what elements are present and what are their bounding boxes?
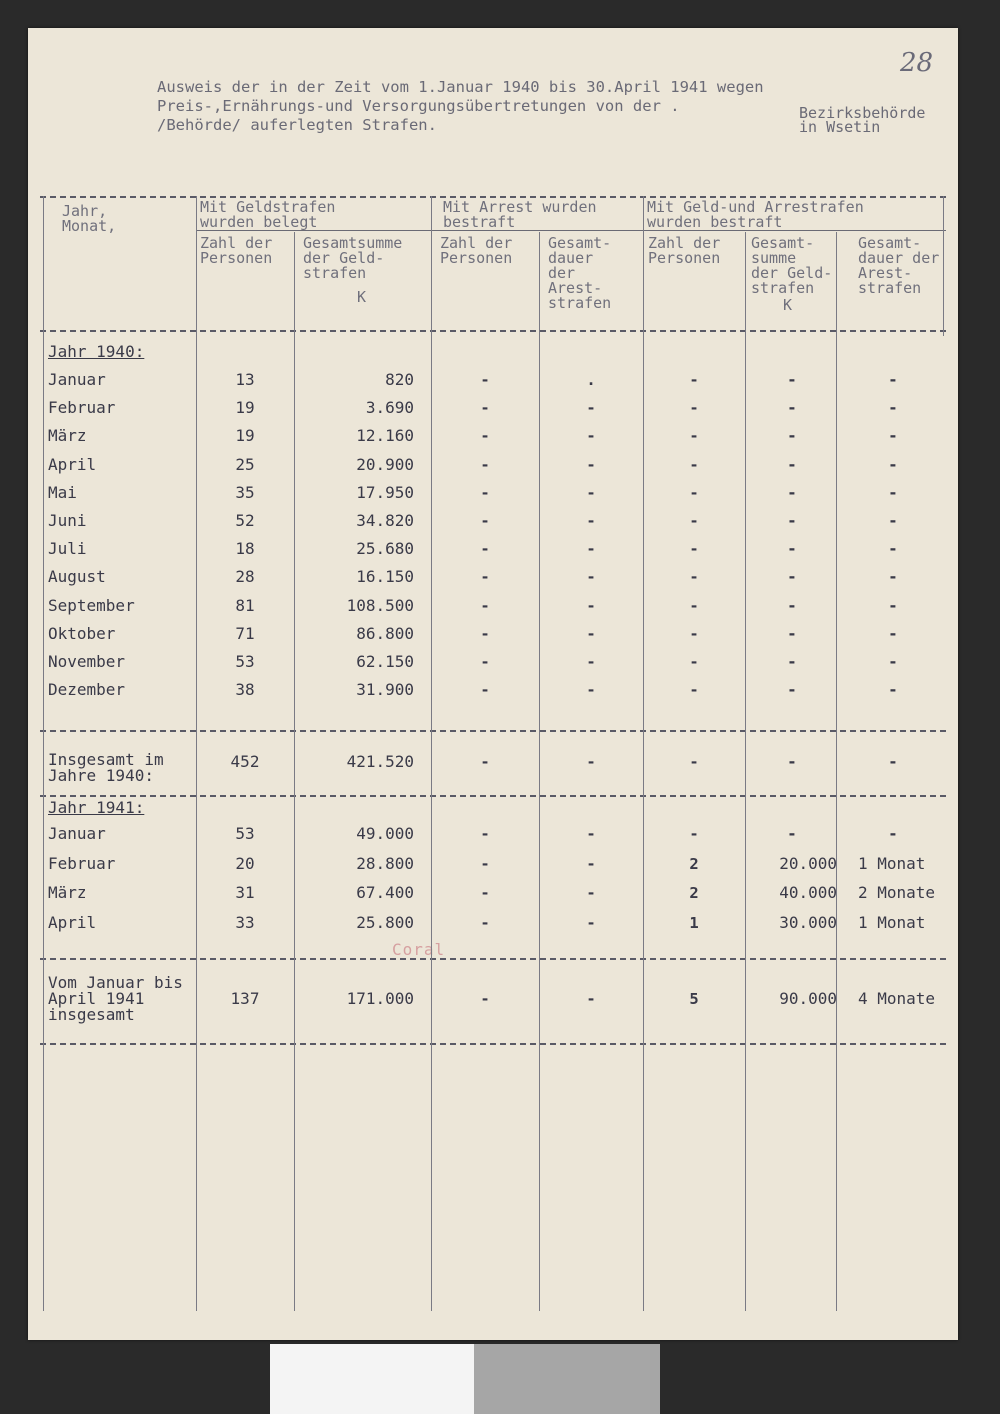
row-1941-2-c5: 2 [689,884,699,902]
row-1940-6-c5: - [689,540,699,559]
row-1941-0-c7: - [888,824,898,843]
total-1940-c6: - [787,752,797,771]
row-1940-5-month: Juni [48,511,87,530]
row-1940-2-c1: 19 [235,426,255,446]
row-1941-0-c1: 53 [235,824,255,843]
header-c7: Gesamt- dauer der Arest- strafen [858,234,940,297]
header-c3: Zahl der Personen [440,234,513,267]
header-c2-unit: K [357,288,367,306]
row-1940-10-c2: 62.150 [356,652,414,671]
row-1941-3-c6: 30.000 [779,912,837,932]
header-c5: Zahl der Personen [648,234,721,267]
row-1940-7-c4: - [586,568,596,587]
row-1940-0-month: Januar [48,370,106,389]
row-1941-1-c7: 1 Monat [858,853,926,873]
row-1940-10-c1: 53 [235,652,255,671]
rule-bottom [40,1043,946,1045]
col-border-2 [294,232,295,1311]
row-1940-1-c7: - [888,398,898,418]
row-1940-0-c4: . [586,371,596,389]
faint-stamp: Coral [392,940,446,959]
total-1941-c4: - [586,990,596,1008]
row-1940-5-c4: - [586,512,596,530]
row-1940-9-month: Oktober [48,623,116,643]
row-1941-1-month: Februar [48,853,116,873]
row-1940-2-c4: - [586,427,596,446]
row-1940-2-c5: - [689,427,699,446]
row-1940-3-c5: - [689,455,699,474]
row-1940-8-c6: - [787,595,797,615]
row-1941-2-c7: 2 Monate [858,883,936,902]
row-1940-4-c3: - [480,483,490,502]
row-1940-5-c5: - [689,512,699,530]
row-1940-11-c1: 38 [235,680,255,700]
row-1940-0-c5: - [689,371,699,389]
row-1940-7-c7: - [888,567,898,587]
row-1940-4-c4: - [586,483,596,502]
row-1940-6-c3: - [480,540,490,559]
header-group-both: Mit Geld-und Arrestrafen wurden bestraft [647,198,864,231]
row-1940-3-c6: - [787,454,797,474]
row-1940-10-c7: - [888,652,898,671]
row-1940-11-c4: - [586,681,596,700]
row-1940-11-c5: - [689,681,699,700]
total-1941-label: Vom Januar bis April 1941 insgesamt [48,973,183,1024]
scan-margin-white [270,1344,474,1414]
row-1941-1-c6: 20.000 [779,853,837,873]
row-1940-9-c6: - [787,623,797,643]
rule-total-1940 [40,795,946,797]
header-c6: Gesamt- summe der Geld- strafen [751,234,833,297]
row-1940-7-month: August [48,567,106,587]
row-1940-6-month: Juli [48,539,87,559]
row-1941-2-c4: - [586,884,596,902]
row-1940-0-c3: - [480,371,490,389]
row-1940-1-c1: 19 [235,398,255,418]
total-1941-c1: 137 [230,989,260,1008]
row-1941-1-c1: 20 [235,853,255,873]
row-1940-4-c1: 35 [235,482,255,502]
col-border-1 [196,196,197,1311]
section-1940: Jahr 1940: [48,342,145,361]
row-1940-10-c3: - [480,653,490,671]
row-1941-2-c2: 67.400 [356,883,414,902]
total-1940-c5: - [689,753,699,771]
row-1941-3-c1: 33 [235,912,255,932]
row-1940-3-month: April [48,454,97,474]
row-1940-2-c3: - [480,427,490,446]
row-1941-1-c4: - [586,854,596,873]
col-border-left [43,196,44,1311]
row-1941-2-c6: 40.000 [779,883,837,902]
row-1940-1-month: Februar [48,398,116,418]
total-1940-c4: - [586,753,596,771]
total-1940-c3: - [480,753,490,771]
row-1941-2-month: März [48,883,87,902]
total-1940-label: Insgesamt im Jahre 1940: [48,750,164,785]
col-border-3 [431,196,432,1311]
row-1940-9-c7: - [888,623,898,643]
rule-1941-end [40,958,946,960]
row-1940-4-c6: - [787,482,797,502]
header-c1: Zahl der Personen [200,234,273,267]
authority-name: Bezirksbehörde in Wsetin [799,104,926,136]
row-1940-10-c5: - [689,653,699,671]
row-1940-5-c7: - [888,511,898,530]
row-1940-6-c4: - [586,540,596,559]
col-border-7 [836,232,837,1311]
row-1940-2-c2: 12.160 [356,426,414,446]
row-1940-1-c2: 3.690 [365,398,414,418]
row-1941-2-c3: - [480,884,490,902]
row-1941-0-c2: 49.000 [356,824,414,843]
row-1940-11-c2: 31.900 [356,680,414,700]
row-1941-1-c2: 28.800 [356,853,414,873]
col-border-4 [539,232,540,1311]
row-1940-11-c3: - [480,681,490,700]
col-border-5 [643,196,644,1311]
row-1940-3-c2: 20.900 [356,454,414,474]
row-1940-9-c3: - [480,624,490,643]
row-1940-6-c7: - [888,539,898,559]
row-1940-7-c6: - [787,567,797,587]
row-1940-2-c7: - [888,426,898,446]
row-1941-0-c4: - [586,825,596,843]
total-1941-c3: - [480,990,490,1008]
row-1940-1-c6: - [787,398,797,418]
row-1940-6-c6: - [787,539,797,559]
row-1940-11-c7: - [888,680,898,700]
row-1940-0-c1: 13 [235,370,255,389]
scan-margin-gray [474,1344,660,1414]
row-1940-6-c2: 25.680 [356,539,414,559]
total-1941-c7: 4 Monate [858,989,936,1008]
row-1941-0-c3: - [480,825,490,843]
row-1940-0-c2: 820 [385,370,414,389]
row-1940-5-c2: 34.820 [356,511,414,530]
row-1940-5-c1: 52 [235,511,255,530]
header-group-fine: Mit Geldstrafen wurden belegt [200,198,336,231]
row-1940-10-c6: - [787,652,797,671]
row-1940-2-c6: - [787,426,797,446]
row-1941-0-month: Januar [48,824,106,843]
row-1940-3-c3: - [480,455,490,474]
row-1940-1-c3: - [480,399,490,418]
row-1940-4-month: Mai [48,482,77,502]
row-1940-8-c3: - [480,596,490,615]
row-1940-0-c7: - [888,370,898,389]
row-1940-9-c1: 71 [235,623,255,643]
header-c6-unit: K [783,296,793,314]
row-1940-11-month: Dezember [48,680,126,700]
row-1941-2-c1: 31 [235,883,255,902]
row-1940-7-c5: - [689,568,699,587]
row-1940-3-c1: 25 [235,454,255,474]
row-1940-7-c2: 16.150 [356,567,414,587]
row-1940-3-c7: - [888,454,898,474]
total-1940-c7: - [888,752,898,771]
row-1940-8-month: September [48,595,135,615]
row-1940-1-c5: - [689,399,699,418]
row-1940-1-c4: - [586,399,596,418]
row-1941-3-month: April [48,912,97,932]
row-1940-3-c4: - [586,455,596,474]
row-1940-4-c7: - [888,482,898,502]
row-1940-8-c7: - [888,595,898,615]
row-1940-8-c1: 81 [235,595,255,615]
row-1940-7-c3: - [480,568,490,587]
header-group-arrest: Mit Arrest wurden bestraft [443,198,597,231]
row-1940-0-c6: - [787,370,797,389]
row-1940-9-c4: - [586,624,596,643]
row-1940-4-c2: 17.950 [356,482,414,502]
row-1940-5-c3: - [480,512,490,530]
row-1941-3-c7: 1 Monat [858,912,926,932]
rule-header-bottom [40,330,946,332]
row-1941-1-c5: 2 [689,854,699,873]
row-1940-8-c2: 108.500 [346,595,414,615]
total-1941-c2: 171.000 [346,989,414,1008]
total-1941-c6: 90.000 [779,989,837,1008]
row-1940-10-month: November [48,652,126,671]
row-1941-0-c5: - [689,825,699,843]
row-1940-10-c4: - [586,653,596,671]
row-1941-3-c4: - [586,913,596,932]
col-border-6 [745,232,746,1311]
rule-1940-end [40,730,946,732]
header-c2: Gesamtsumme der Geld- strafen [303,234,403,282]
page-number: 28 [900,48,934,78]
row-1940-4-c5: - [689,483,699,502]
row-1941-0-c6: - [787,824,797,843]
row-1940-9-c5: - [689,624,699,643]
row-1940-9-c2: 86.800 [356,623,414,643]
row-1941-3-c2: 25.800 [356,912,414,932]
header-c4: Gesamt- dauer der Arest- strafen [548,234,612,312]
row-1941-3-c3: - [480,913,490,932]
row-1940-8-c4: - [586,596,596,615]
document-heading: Ausweis der in der Zeit vom 1.Januar 1940 bis 30.April 1941 wegen Preis-,Ernährungs-und Versorgungsübertretungen von der . /Behörde/ auferlegten Strafen. Bezirksbehörde in Wsetin [157,78,926,136]
row-1941-3-c5: 1 [689,913,699,932]
total-1941-c5: 5 [689,990,699,1008]
row-1940-8-c5: - [689,596,699,615]
total-1940-c1: 452 [230,752,260,771]
row-1940-6-c1: 18 [235,539,255,559]
row-1940-11-c6: - [787,680,797,700]
row-1941-1-c3: - [480,854,490,873]
row-1940-5-c6: - [787,511,797,530]
row-1940-2-month: März [48,426,87,446]
section-1941: Jahr 1941: [48,798,145,817]
header-year-month: Jahr, Monat, [62,202,117,235]
total-1940-c2: 421.520 [346,752,414,771]
row-1940-7-c1: 28 [235,567,255,587]
